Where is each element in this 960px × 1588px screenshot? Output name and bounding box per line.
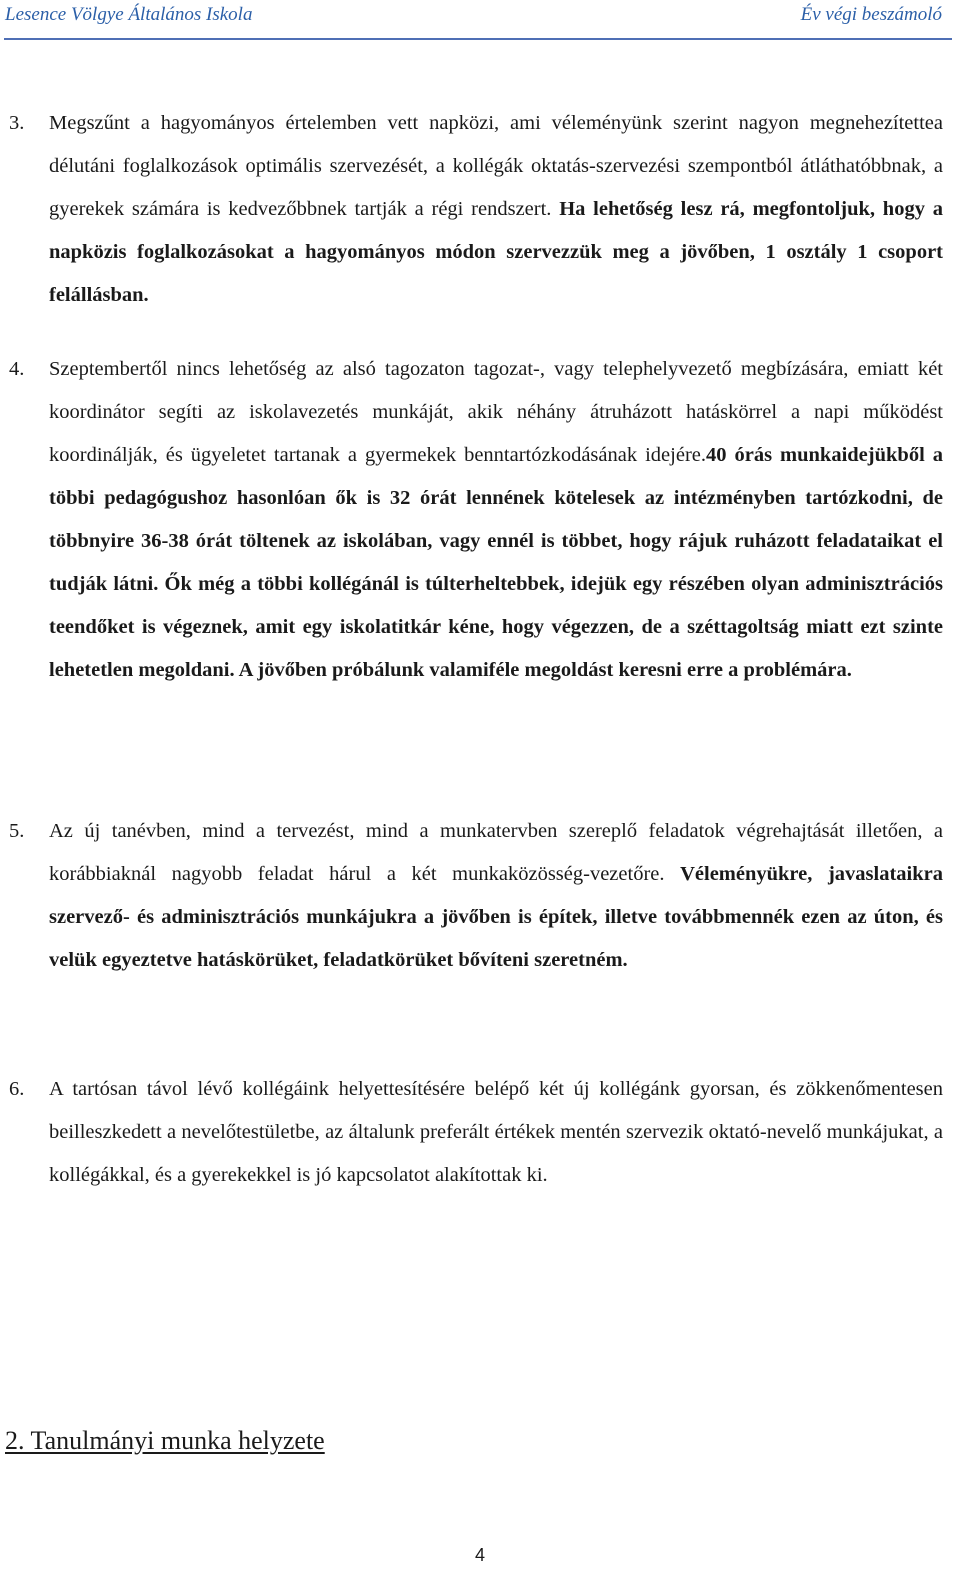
list-item-number: 5.	[9, 820, 25, 842]
list-item-3	[9, 102, 943, 317]
list-item-number: 4.	[9, 358, 25, 380]
list-item-bold-text: Véleményükre, javaslataikra szervező- és adminisztrációs munkájukra a jövőben is építek, illetve továbbmennék ezen az úton, és velük egyeztetve hatáskörüket, feladatkörüket bővíteni szeretném.	[49, 863, 943, 971]
list-item-text: Az új tanévben, mind a tervezést, mind a munkatervben szereplő feladatok végrehajtását illetően, a korábbiaknál nagyobb feladat hárul a két munkaközösség-vezetőre.	[49, 820, 943, 885]
list-item-number: 6.	[9, 1078, 25, 1100]
page-header	[0, 0, 960, 40]
page-number: 4	[474, 1545, 485, 1565]
list-item-text: Szeptembertől nincs lehetőség az alsó tagozaton tagozat-, vagy telephelyvezető megbízására, emiatt két koordinátor segíti az iskolavezetés munkáját, akik néhány átruházott hatáskörrel a napi működést koordinálják, és ügyeletet tartanak a gyermekek benntartózkodásának idejére.	[49, 358, 943, 466]
list-item-bold-text: 40 órás munkaidejükből a többi pedagógushoz hasonlóan ők is 32 órát lennének kötelesek az intézményben tartózkodni, de többnyire 36-38 órát töltenek az iskolában, vagy ennél is többet, hogy rájuk ruházott feladataikat el tudják látni. Ők még a többi kollégánál is túlterheltebbek, idejük egy részében olyan adminisztrációs teendőket is végeznek, amit egy iskolatitkár kéne, hogy végezzen, de a széttagoltság miatt ezt szinte lehetetlen megoldani. A jövőben próbálunk valamiféle megoldást keresni erre a problémára.	[49, 444, 943, 681]
header-divider	[4, 38, 952, 40]
list-item-6	[9, 1068, 943, 1197]
list-item-4	[9, 348, 943, 692]
header-school-name: Lesence Völgye Általános Iskola	[5, 4, 253, 25]
list-item-bold-text: Ha lehetőség lesz rá, megfontoljuk, hogy a napközis foglalkozásokat a hagyományos módon szervezzük meg a jövőben, 1 osztály 1 csoport felállásban.	[49, 198, 943, 306]
header-report-title: Év végi beszámoló	[800, 4, 942, 25]
section-heading: 2. Tanulmányi munka helyzete	[5, 1426, 325, 1455]
list-item-text: Megszűnt a hagyományos értelemben vett napközi, ami véleményünk szerint nagyon megnehezítettea délutáni foglalkozások optimális szervezését, a kollégák oktatás-szervezési szempontból átláthatóbbnak, a gyerekek számára is kedvezőbbnek tartják a régi rendszert.	[49, 112, 943, 220]
list-item-text: A tartósan távol lévő kollégáink helyettesítésére belépő két új kollégánk gyorsan, és zökkenőmentesen beilleszkedett a nevelőtestületbe, az általunk preferált értékek mentén szervezik oktató-nevelő munkájukat, a kollégákkal, és a gyerekekkel is jó kapcsolatot alakítottak ki.	[49, 1078, 943, 1186]
list-item-number: 3.	[9, 112, 25, 134]
list-item-5	[9, 810, 943, 982]
